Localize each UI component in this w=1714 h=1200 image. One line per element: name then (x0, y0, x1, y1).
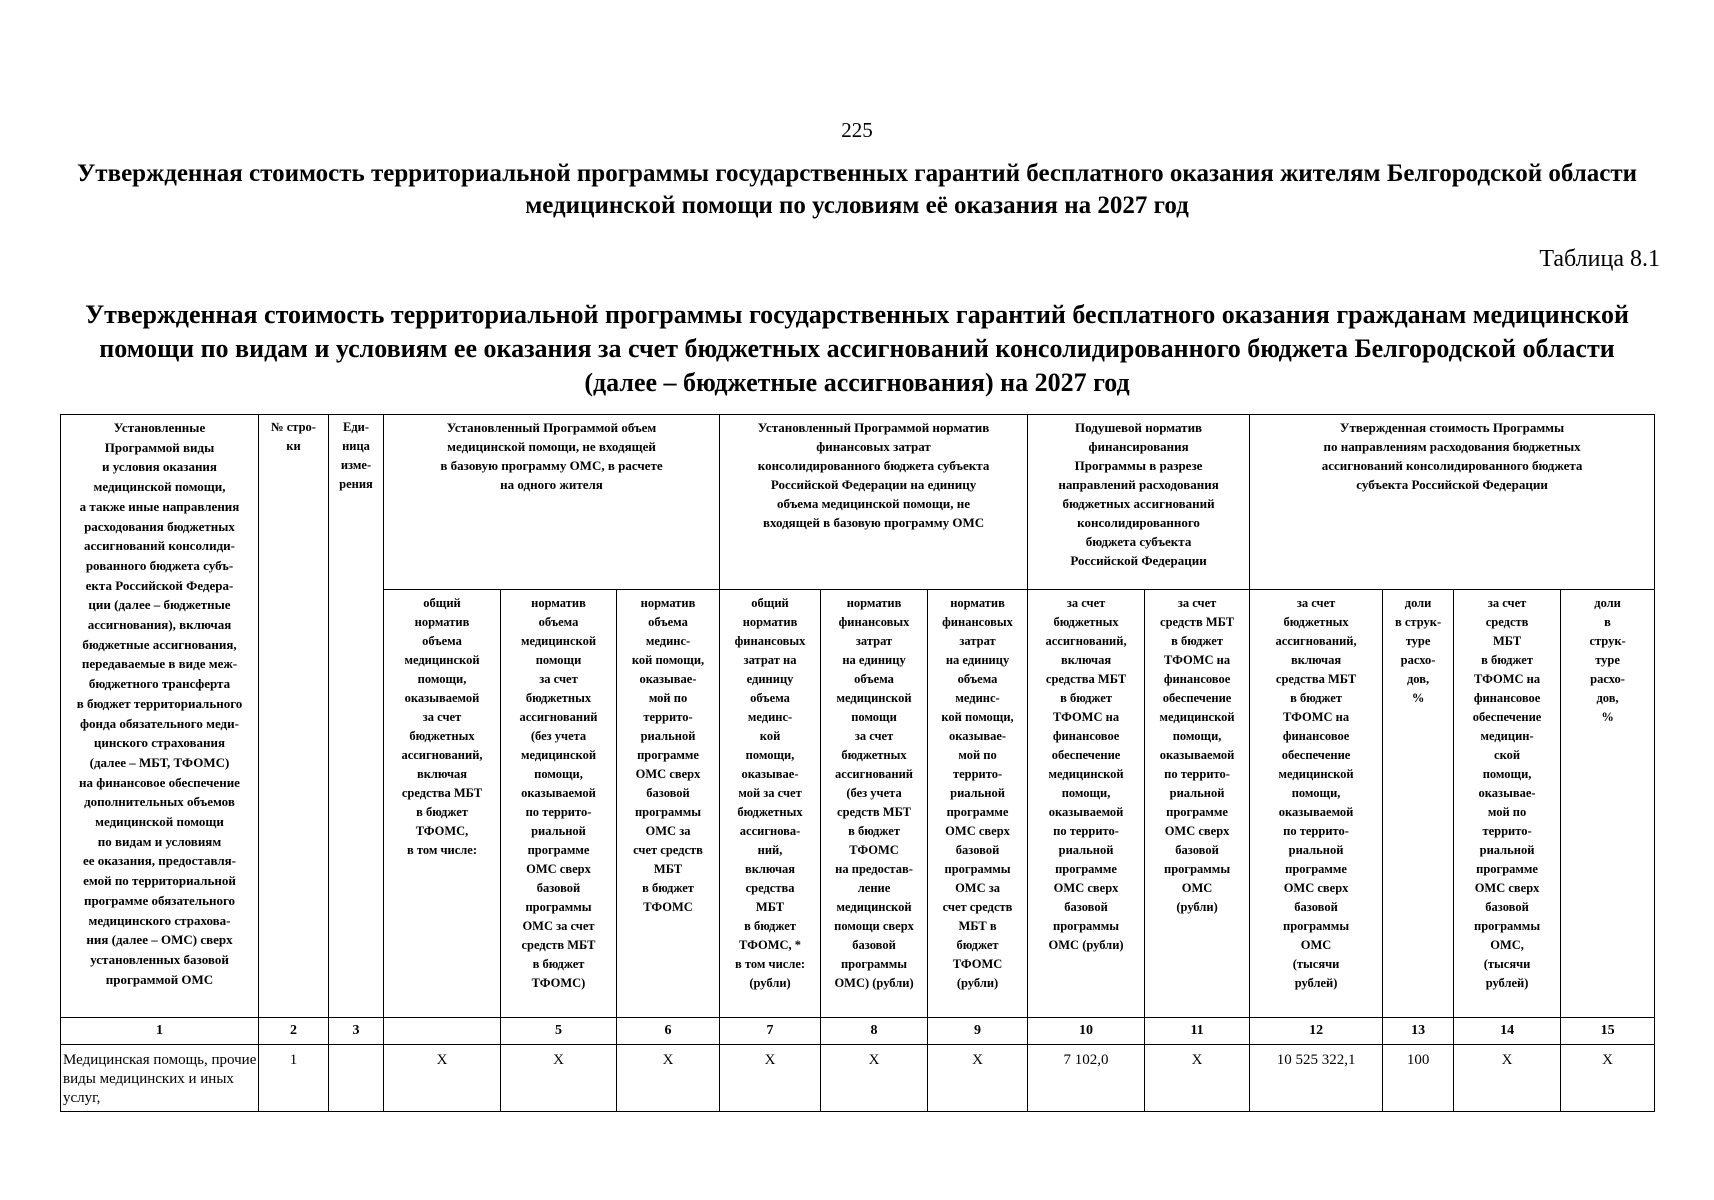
header-col-11: за счет средств МБТ в бюджет ТФОМС на финансовое обеспечение медицинской помощи, оказываемой по террито- риальной программе ОМС сверх базовой программы ОМС (рубли) (1145, 590, 1250, 1018)
header-col-4: общий норматив объема медицинской помощи, оказываемой за счет бюджетных ассигнований, включая средства МБТ в бюджет ТФОМС, в том числе: (384, 590, 501, 1018)
header-col-13: доли в струк- туре расхо- дов, % (1383, 590, 1454, 1018)
page-number: 225 (841, 118, 873, 142)
column-number: 3 (329, 1018, 384, 1045)
header-col-15: доли в струк- туре расхо- дов, % (1561, 590, 1655, 1018)
table-cell: X (384, 1045, 501, 1112)
header-col-7: общий норматив финансовых затрат на единицу объема мединс- кой помощи, оказывае- мой за счет бюджетных ассигнова- ний, включая средства МБТ в бюджет ТФОМС, * в том числе: (рубли) (720, 590, 821, 1018)
column-number: 2 (259, 1018, 329, 1045)
table-cell: X (821, 1045, 928, 1112)
header-row-groups (61, 415, 1655, 590)
table-cell: 10 525 322,1 (1250, 1045, 1383, 1112)
table-cell (329, 1045, 384, 1112)
header-col-9: норматив финансовых затрат на единицу объема мединс- кой помощи, оказывае- мой по террито- риальной программе ОМС сверх базовой программы ОМС за счет средств МБТ в бюджет ТФОМС (рубли) (928, 590, 1028, 1018)
column-number (384, 1018, 501, 1045)
table-cell: X (928, 1045, 1028, 1112)
table-cell: X (1145, 1045, 1250, 1112)
column-number: 6 (617, 1018, 720, 1045)
table-cell: X (1454, 1045, 1561, 1112)
table-cell: X (501, 1045, 617, 1112)
column-number: 10 (1028, 1018, 1145, 1045)
column-number: 7 (720, 1018, 821, 1045)
header-col-12: за счет бюджетных ассигнований, включая средства МБТ в бюджет ТФОМС на финансовое обеспечение медицинской помощи, оказываемой по террито- риальной программе ОМС сверх базовой программы ОМС (тысячи рублей) (1250, 590, 1383, 1018)
header-group-norm: Установленный Программой норматив финансовых затрат консолидированного бюджета субъекта Российской Федерации на единицу объема медицинской помощи, не входящей в базовую программу ОМС (720, 415, 1028, 590)
table-row (61, 1045, 1655, 1112)
table-cell: 1 (259, 1045, 329, 1112)
table-cell-care-type: Медицинская помощь, прочие виды медицинских и иных услуг, (61, 1045, 259, 1112)
header-group-cost: Утвержденная стоимость Программы по направлениям расходования бюджетных ассигнований консолидированного бюджета субъекта Российской Федерации (1250, 415, 1655, 590)
header-group-per-capita: Подушевой норматив финансирования Программы в разрезе направлений расходования бюджетных ассигнований консолидированного бюджета субъекта Российской Федерации (1028, 415, 1250, 590)
column-number: 14 (1454, 1018, 1561, 1045)
header-row-number: № стро- ки (259, 415, 329, 1018)
column-number: 12 (1250, 1018, 1383, 1045)
table-cell: 100 (1383, 1045, 1454, 1112)
table-cell: X (1561, 1045, 1655, 1112)
column-number: 11 (1145, 1018, 1250, 1045)
header-col-8: норматив финансовых затрат на единицу объема медицинской помощи за счет бюджетных ассигнований (без учета средств МБТ в бюджет ТФОМС на предостав- ление медицинской помощи сверх базовой программы ОМС) (рубли) (821, 590, 928, 1018)
header-col-6: норматив объема мединс- кой помощи, оказывае- мой по террито- риальной программе ОМС сверх базовой программы ОМС за счет средств МБТ в бюджет ТФОМС (617, 590, 720, 1018)
column-number: 1 (61, 1018, 259, 1045)
column-number-row (61, 1018, 1655, 1045)
document-title: Утвержденная стоимость территориальной программы государственных гарантий бесплатного оказания жителям Белгородской области медицинской помощи по условиям её оказания на 2027 год (76, 160, 1638, 219)
table-title: Утвержденная стоимость территориальной программы государственных гарантий бесплатного оказания гражданам медицинской помощи по видам и условиям ее оказания за счет бюджетных ассигнований консолидированного бюджета Белгородской области (далее – бюджетные ассигнования) на 2027 год (85, 300, 1629, 397)
table-cell: X (720, 1045, 821, 1112)
table-cell: 7 102,0 (1028, 1045, 1145, 1112)
column-number: 13 (1383, 1018, 1454, 1045)
column-number: 9 (928, 1018, 1028, 1045)
header-col-14: за счет средств МБТ в бюджет ТФОМС на финансовое обеспечение медицин- ской помощи, оказывае- мой по террито- риальной программе ОМС сверх базовой программы ОМС, (тысячи рублей) (1454, 590, 1561, 1018)
table-label: Таблица 8.1 (1539, 246, 1660, 272)
header-col-10: за счет бюджетных ассигнований, включая средства МБТ в бюджет ТФОМС на финансовое обеспечение медицинской помощи, оказываемой по террито- риальной программе ОМС сверх базовой программы ОМС (рубли) (1028, 590, 1145, 1018)
column-number: 15 (1561, 1018, 1655, 1045)
header-unit: Еди- ница изме- рения (329, 415, 384, 1018)
column-number: 8 (821, 1018, 928, 1045)
header-col-5: норматив объема медицинской помощи за счет бюджетных ассигнований (без учета медицинской помощи, оказываемой по террито- риальной программе ОМС сверх базовой программы ОМС за счет средств МБТ в бюджет ТФОМС) (501, 590, 617, 1018)
table-cell: X (617, 1045, 720, 1112)
header-group-volume: Установленный Программой объем медицинской помощи, не входящей в базовую программу ОМС, в расчете на одного жителя (384, 415, 720, 590)
header-care-type: Установленные Программой виды и условия оказания медицинской помощи, а также иные направления расходования бюджетных ассигнований консолиди- рованного бюджета субъ- екта Российской Федера- ции (далее – бюджетные ассигнования), включая бюджетные ассигнования, передаваемые в виде меж- бюджетного трансферта в бюджет территориального фонда обязательного меди- цинского страхования (далее – МБТ, ТФОМС) на финансовое обеспечение дополнительных объемов медицинской помощи по видам и условиям ее оказания, предоставля- емой по территориальной программе обязательного медицинского страхова- ния (далее – ОМС) сверх установленных базовой программой ОМС (61, 415, 259, 1018)
cost-table (60, 414, 1655, 1112)
column-number: 5 (501, 1018, 617, 1045)
